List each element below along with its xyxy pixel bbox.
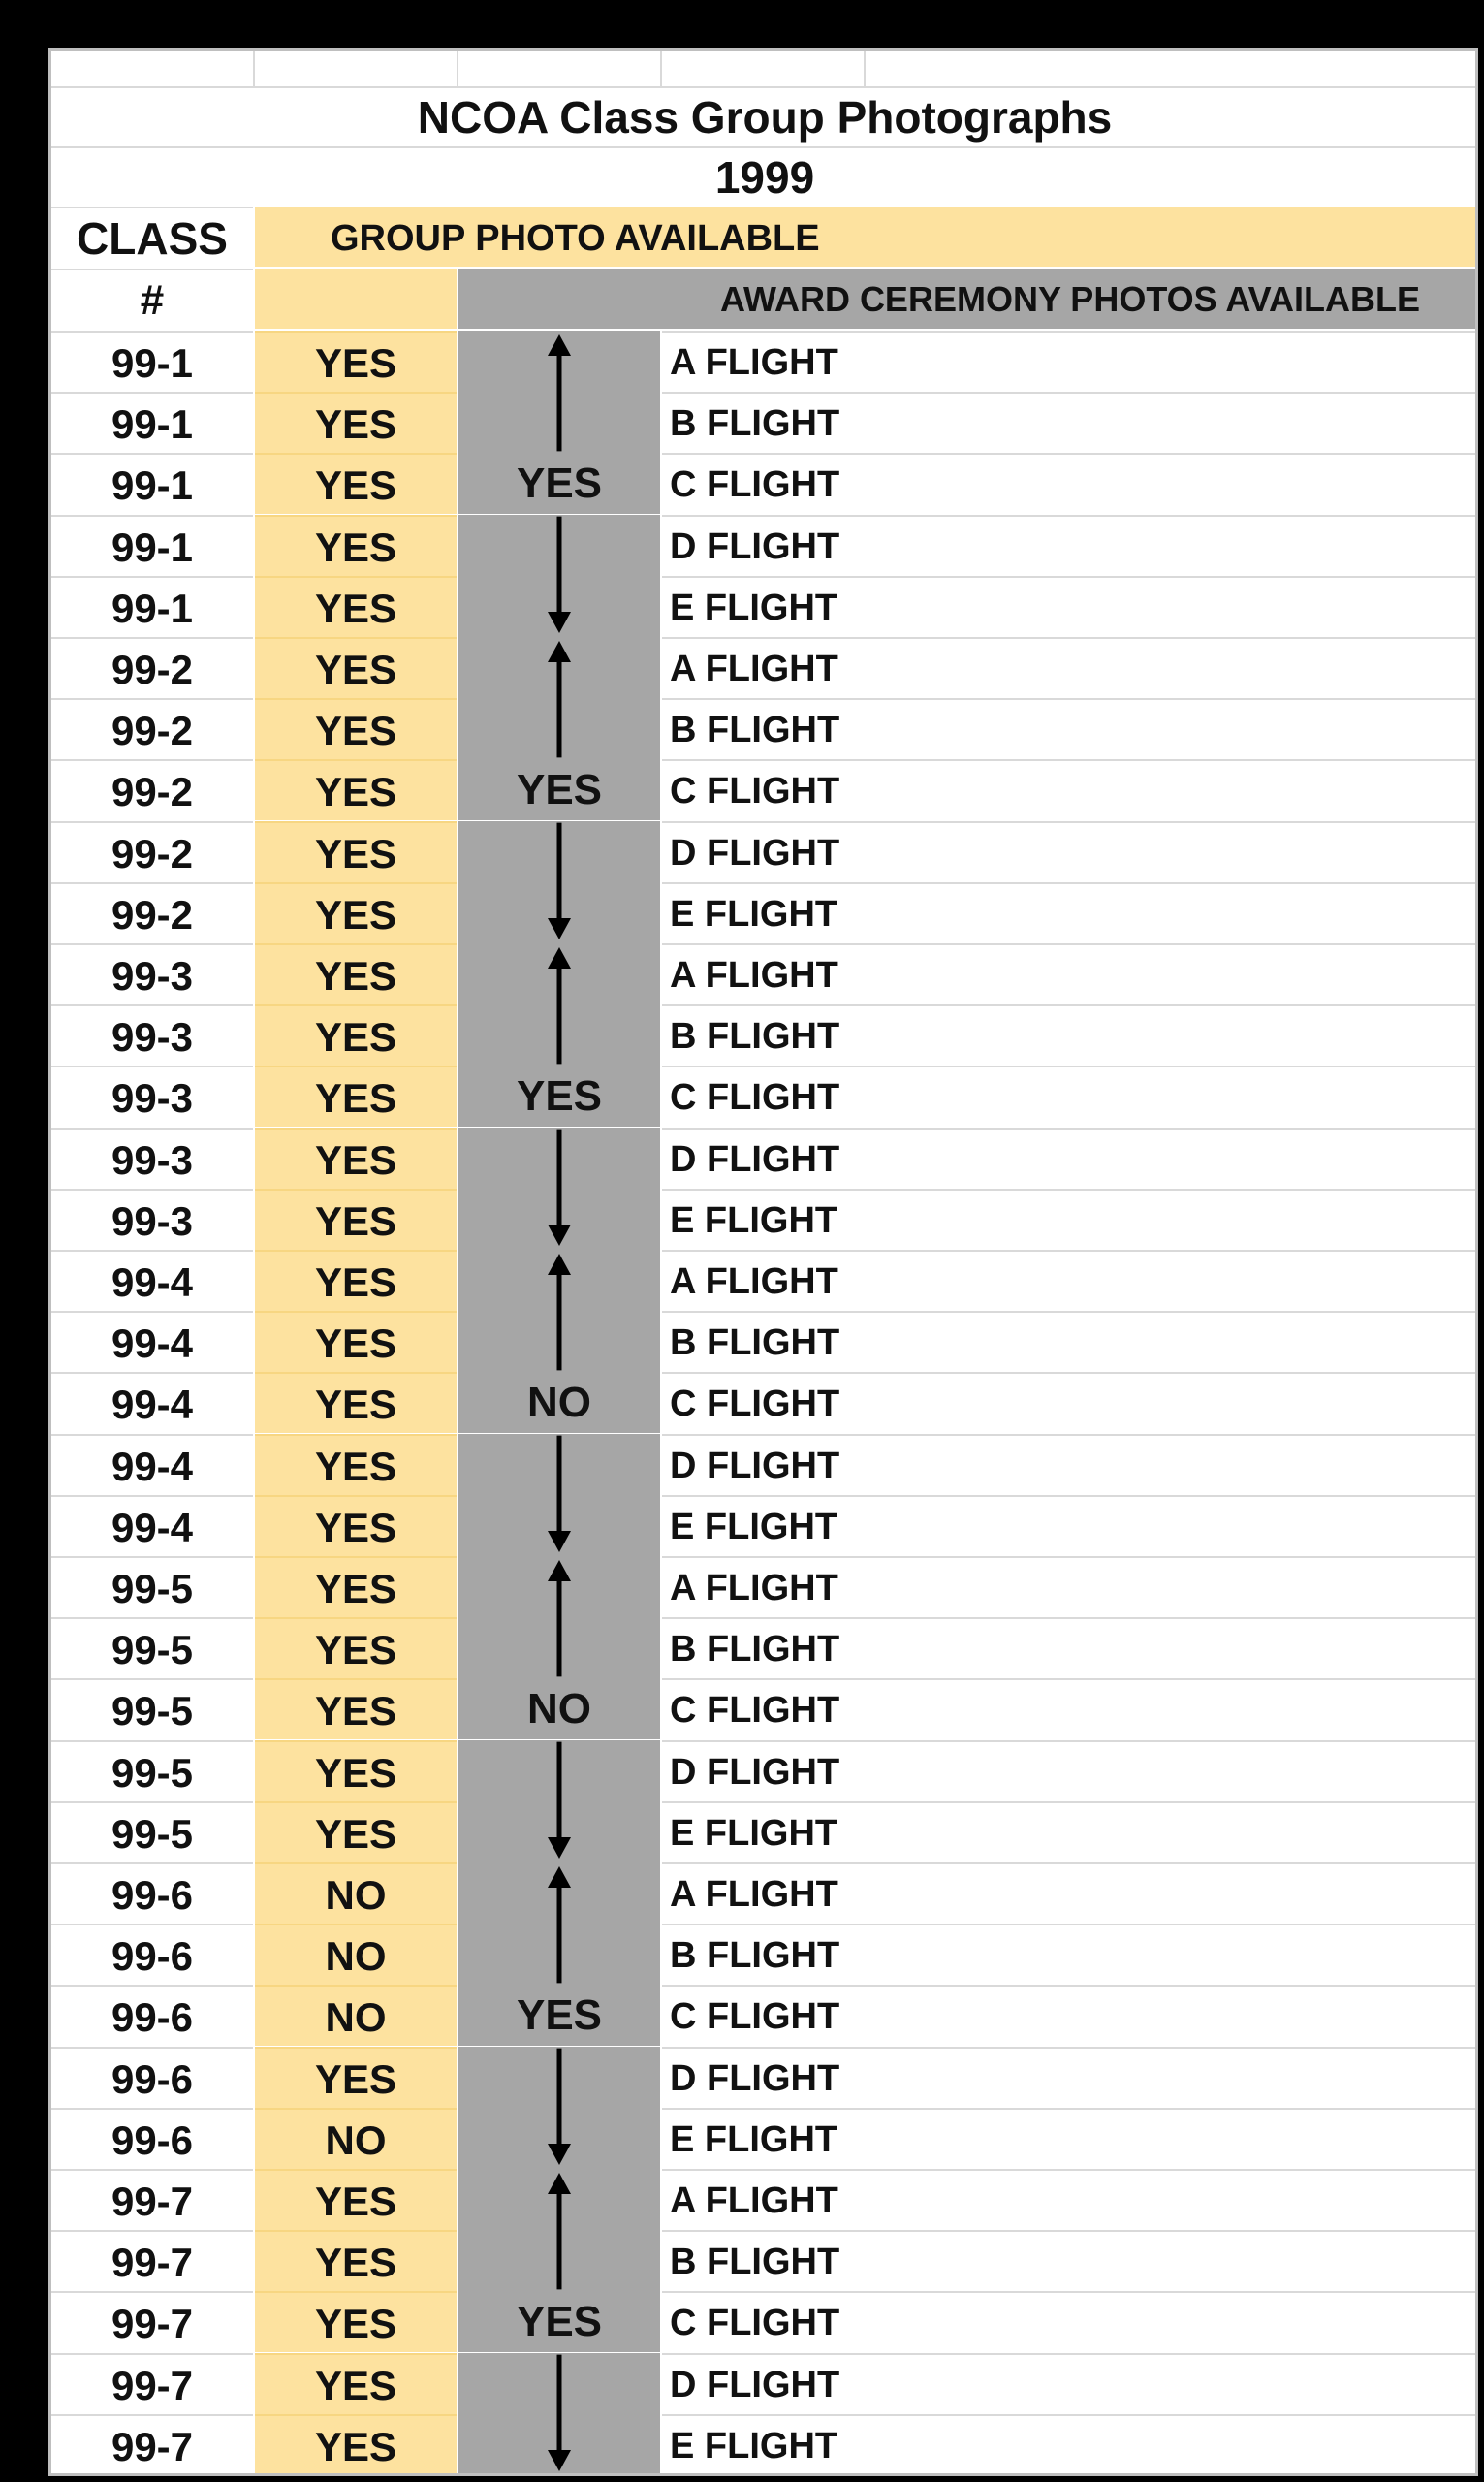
cell-group-photo: YES: [255, 821, 457, 882]
table-row: [51, 2108, 1478, 2169]
table-row: [51, 392, 1478, 453]
table-row: [51, 2047, 1478, 2108]
cell-group-photo: YES: [255, 1740, 457, 1801]
header-class: CLASS: [51, 207, 253, 269]
cell-group-photo: YES: [255, 882, 457, 943]
cell-flight: A FLIGHT: [662, 1862, 1478, 1924]
cell-group-photo: YES: [255, 1311, 457, 1372]
sheet-grid: [51, 51, 1478, 2476]
award-status: YES: [458, 759, 660, 820]
table-row: [51, 1924, 1478, 1985]
award-status-block: [458, 1556, 660, 1862]
award-status: YES: [458, 1985, 660, 2046]
arrow-up-icon: [548, 2173, 571, 2194]
cell-flight: A FLIGHT: [662, 2169, 1478, 2230]
header-class-number: #: [51, 269, 253, 331]
column-gridline: [253, 51, 255, 86]
table-row: [51, 2291, 1478, 2352]
arrow-down-icon: [548, 2144, 571, 2165]
cell-flight: D FLIGHT: [662, 2353, 1478, 2414]
cell-group-photo: YES: [255, 2353, 457, 2414]
cell-group-photo: YES: [255, 453, 457, 514]
cell-group-photo: YES: [255, 1004, 457, 1066]
cell-group-photo: YES: [255, 331, 457, 392]
cell-group-photo: YES: [255, 1678, 457, 1739]
spreadsheet: [48, 48, 1478, 2476]
cell-flight: B FLIGHT: [662, 1924, 1478, 1985]
arrow-up-icon: [548, 1254, 571, 1275]
cell-class-number: 99-6: [51, 2108, 253, 2169]
cell-class-number: 99-7: [51, 2230, 253, 2291]
cell-group-photo: YES: [255, 1617, 457, 1678]
award-status: NO: [458, 1678, 660, 1739]
table-row: [51, 1066, 1478, 1127]
cell-class-number: 99-7: [51, 2414, 253, 2475]
cell-group-photo: YES: [255, 2230, 457, 2291]
cell-flight: E FLIGHT: [662, 576, 1478, 637]
header-group-photo: GROUP PHOTO AVAILABLE: [255, 207, 1478, 267]
arrow-down-icon: [548, 612, 571, 633]
award-status: YES: [458, 2291, 660, 2352]
cell-class-number: 99-3: [51, 1004, 253, 1066]
cell-class-number: 99-2: [51, 821, 253, 882]
cell-flight: B FLIGHT: [662, 1311, 1478, 1372]
cell-flight: B FLIGHT: [662, 1004, 1478, 1066]
table-row: [51, 1678, 1478, 1739]
cell-group-photo: NO: [255, 1862, 457, 1924]
award-status-block: [458, 637, 660, 943]
cell-flight: A FLIGHT: [662, 943, 1478, 1004]
cell-flight: A FLIGHT: [662, 637, 1478, 698]
cell-class-number: 99-1: [51, 331, 253, 392]
cell-group-photo: YES: [255, 1066, 457, 1127]
table-row: [51, 453, 1478, 514]
cell-class-number: 99-4: [51, 1434, 253, 1495]
cell-class-number: 99-7: [51, 2169, 253, 2230]
cell-flight: C FLIGHT: [662, 1985, 1478, 2046]
table-row: [51, 1372, 1478, 1433]
award-status-block: [458, 331, 660, 637]
cell-flight: C FLIGHT: [662, 2291, 1478, 2352]
cell-class-number: 99-5: [51, 1556, 253, 1617]
column-gridline: [457, 51, 458, 86]
cell-group-photo: YES: [255, 1434, 457, 1495]
cell-class-number: 99-2: [51, 759, 253, 820]
cell-class-number: 99-5: [51, 1740, 253, 1801]
table-row: [51, 1495, 1478, 1556]
table-row: [51, 1311, 1478, 1372]
cell-group-photo: YES: [255, 637, 457, 698]
cell-flight: C FLIGHT: [662, 1066, 1478, 1127]
arrow-up-icon: [548, 1560, 571, 1581]
cell-group-photo: YES: [255, 2291, 457, 2352]
column-gridline: [660, 51, 662, 86]
cell-flight: B FLIGHT: [662, 698, 1478, 759]
cell-flight: D FLIGHT: [662, 1128, 1478, 1189]
sheet-year: 1999: [51, 146, 1478, 207]
cell-group-photo: YES: [255, 1372, 457, 1433]
cell-class-number: 99-2: [51, 698, 253, 759]
cell-group-photo: YES: [255, 576, 457, 637]
cell-class-number: 99-5: [51, 1617, 253, 1678]
cell-class-number: 99-4: [51, 1311, 253, 1372]
table-row: [51, 1004, 1478, 1066]
cell-class-number: 99-1: [51, 453, 253, 514]
cell-group-photo: NO: [255, 1985, 457, 2046]
arrow-up-icon: [548, 947, 571, 969]
arrow-down-icon: [548, 918, 571, 939]
cell-flight: E FLIGHT: [662, 2108, 1478, 2169]
arrow-up-icon: [548, 334, 571, 356]
table-row: [51, 576, 1478, 637]
table-row: [51, 1862, 1478, 1924]
cell-group-photo: YES: [255, 2414, 457, 2475]
cell-flight: E FLIGHT: [662, 1801, 1478, 1862]
table-row: [51, 2169, 1478, 2230]
cell-flight: A FLIGHT: [662, 331, 1478, 392]
cell-class-number: 99-6: [51, 1924, 253, 1985]
cell-flight: B FLIGHT: [662, 2230, 1478, 2291]
cell-class-number: 99-4: [51, 1372, 253, 1433]
cell-flight: C FLIGHT: [662, 453, 1478, 514]
cell-class-number: 99-6: [51, 1985, 253, 2046]
arrow-down-icon: [548, 1225, 571, 1246]
cell-flight: A FLIGHT: [662, 1556, 1478, 1617]
cell-flight: D FLIGHT: [662, 1740, 1478, 1801]
table-row: [51, 821, 1478, 882]
cell-class-number: 99-2: [51, 882, 253, 943]
award-status: YES: [458, 453, 660, 514]
cell-flight: E FLIGHT: [662, 882, 1478, 943]
table-row: [51, 1128, 1478, 1189]
table-row: [51, 882, 1478, 943]
table-row: [51, 1617, 1478, 1678]
cell-class-number: 99-3: [51, 943, 253, 1004]
table-row: [51, 1985, 1478, 2046]
cell-group-photo: YES: [255, 2169, 457, 2230]
table-row: [51, 2414, 1478, 2475]
cell-group-photo: YES: [255, 515, 457, 576]
table-row: [51, 1250, 1478, 1311]
cell-group-photo: YES: [255, 1250, 457, 1311]
cell-class-number: 99-7: [51, 2353, 253, 2414]
cell-class-number: 99-5: [51, 1678, 253, 1739]
cell-class-number: 99-6: [51, 1862, 253, 1924]
cell-class-number: 99-6: [51, 2047, 253, 2108]
table-row: [51, 331, 1478, 392]
cell-group-photo: YES: [255, 1128, 457, 1189]
table-row: [51, 637, 1478, 698]
table-row: [51, 943, 1478, 1004]
table-row: [51, 1189, 1478, 1250]
cell-class-number: 99-1: [51, 392, 253, 453]
cell-group-photo: YES: [255, 698, 457, 759]
award-status-block: [458, 2169, 660, 2475]
cell-class-number: 99-3: [51, 1066, 253, 1127]
table-row: [51, 1740, 1478, 1801]
cell-flight: D FLIGHT: [662, 2047, 1478, 2108]
cell-group-photo: YES: [255, 943, 457, 1004]
award-status: YES: [458, 1066, 660, 1127]
cell-flight: B FLIGHT: [662, 392, 1478, 453]
cell-class-number: 99-5: [51, 1801, 253, 1862]
cell-flight: E FLIGHT: [662, 1189, 1478, 1250]
cell-group-photo: YES: [255, 2047, 457, 2108]
cell-group-photo: YES: [255, 1189, 457, 1250]
cell-group-photo: YES: [255, 392, 457, 453]
cell-class-number: 99-2: [51, 637, 253, 698]
cell-flight: D FLIGHT: [662, 515, 1478, 576]
table-row: [51, 2230, 1478, 2291]
arrow-down-icon: [548, 2450, 571, 2471]
cell-flight: D FLIGHT: [662, 1434, 1478, 1495]
cell-flight: D FLIGHT: [662, 821, 1478, 882]
award-status: NO: [458, 1372, 660, 1433]
cell-group-photo: NO: [255, 1924, 457, 1985]
cell-group-photo: YES: [255, 1495, 457, 1556]
sheet-title: NCOA Class Group Photographs: [51, 86, 1478, 146]
cell-flight: A FLIGHT: [662, 1250, 1478, 1311]
header-group-photo-fill: [255, 269, 457, 329]
cell-group-photo: YES: [255, 1801, 457, 1862]
arrow-down-icon: [548, 1837, 571, 1859]
cell-flight: C FLIGHT: [662, 759, 1478, 820]
cell-class-number: 99-1: [51, 576, 253, 637]
table-row: [51, 1434, 1478, 1495]
award-status-block: [458, 943, 660, 1250]
cell-flight: C FLIGHT: [662, 1372, 1478, 1433]
table-row: [51, 698, 1478, 759]
arrow-up-icon: [548, 1866, 571, 1888]
cell-group-photo: YES: [255, 1556, 457, 1617]
cell-class-number: 99-4: [51, 1495, 253, 1556]
table-row: [51, 2353, 1478, 2414]
cell-class-number: 99-1: [51, 515, 253, 576]
cell-class-number: 99-3: [51, 1128, 253, 1189]
table-row: [51, 1556, 1478, 1617]
arrow-down-icon: [548, 1531, 571, 1552]
cell-group-photo: YES: [255, 759, 457, 820]
cell-class-number: 99-3: [51, 1189, 253, 1250]
cell-flight: B FLIGHT: [662, 1617, 1478, 1678]
cell-flight: E FLIGHT: [662, 1495, 1478, 1556]
cell-group-photo: NO: [255, 2108, 457, 2169]
cell-flight: E FLIGHT: [662, 2414, 1478, 2475]
cell-class-number: 99-4: [51, 1250, 253, 1311]
cell-class-number: 99-7: [51, 2291, 253, 2352]
award-status-block: [458, 1862, 660, 2169]
cell-flight: C FLIGHT: [662, 1678, 1478, 1739]
table-row: [51, 759, 1478, 820]
table-row: [51, 1801, 1478, 1862]
header-award-photos: AWARD CEREMONY PHOTOS AVAILABLE: [458, 269, 1478, 329]
award-status-block: [458, 1250, 660, 1556]
table-row: [51, 515, 1478, 576]
column-gridline: [864, 51, 866, 86]
arrow-up-icon: [548, 641, 571, 662]
